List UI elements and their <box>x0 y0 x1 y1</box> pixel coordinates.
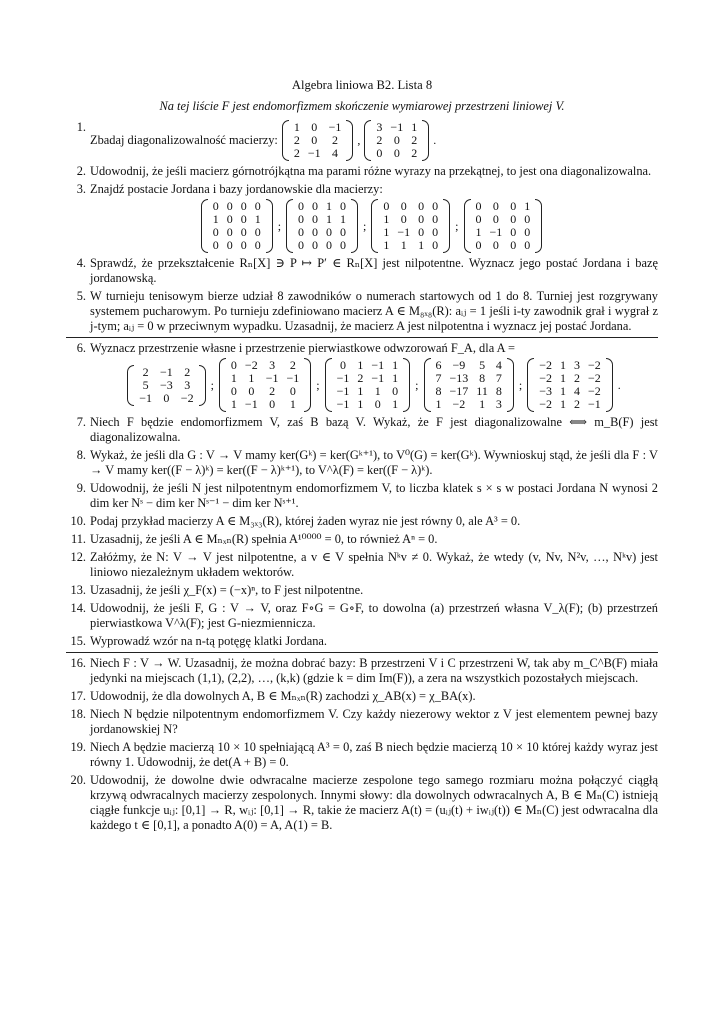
matrix-entry: 1 <box>524 199 531 213</box>
matrix-entry: 1 <box>248 371 255 385</box>
exercise-item <box>66 656 658 686</box>
right-bracket <box>346 120 353 161</box>
matrix-entry: −2 <box>539 371 552 385</box>
matrix-entry: 1 <box>357 384 364 398</box>
matrix-entry: −1 <box>371 371 385 385</box>
matrix-entry: 1 <box>212 212 219 226</box>
matrix-entry: 1 <box>340 212 347 226</box>
exercise-item <box>66 707 658 737</box>
matrix-entry: 1 <box>559 397 566 411</box>
matrix-entry: −2 <box>180 390 194 405</box>
matrix-entry: 0 <box>230 384 237 398</box>
exercise-item <box>66 583 658 598</box>
left-bracket <box>127 365 134 406</box>
exercise-text: Załóżmy, że N: V → V jest nilpotentne, a v ∈ V spełnia Nᵏv ≠ 0. Wykaż, że wtedy (v, Nv, N²v, …, Nᵏv) jest liniowo niezależnym układem wektorów. <box>90 550 658 579</box>
separator: ; <box>316 377 320 392</box>
exercise-number: 14. <box>70 601 86 615</box>
matrix-entry: 0 <box>298 238 305 252</box>
matrix-entry: 11 <box>476 384 488 398</box>
matrix-entry: 0 <box>432 199 439 213</box>
matrix-entry: 0 <box>298 199 305 213</box>
exercise-number: 15. <box>70 634 86 648</box>
matrix-entry: 0 <box>226 212 233 226</box>
matrix-entry: 0 <box>230 358 237 372</box>
matrix-entry: −1 <box>139 390 153 405</box>
right-bracket <box>606 358 613 412</box>
matrix <box>464 199 543 253</box>
matrix-entry: 0 <box>418 199 425 213</box>
separator: , <box>357 133 361 147</box>
matrix-entry: 0 <box>289 384 296 398</box>
separator: ; <box>518 377 523 392</box>
matrix <box>371 199 450 253</box>
matrix-entry: 0 <box>524 238 531 252</box>
matrix-entry: 8 <box>435 384 442 398</box>
matrix-entry: 2 <box>142 364 149 379</box>
matrix-entry: 4 <box>573 384 580 398</box>
exercise-text: Udowodnij, że dowolne dwie odwracalne macierze zespolone tego samego rozmiaru można połączyć ciągłą krzywą odwracalnych macierzy zespolonych. Innymi słowy: dla dowolnych odwracalnych A, B ∈ Mₙ(C) istnieją ciągłe funkcje uᵢⱼ: [0,1] → R, wᵢⱼ: [0,1] → R, takie że macierz A(t) = (uᵢⱼ(t) + iwᵢⱼ(t)) ∈ Mₙ(C) jest odwracalna dla każdego t ∈ [0,1], a ponadto A(0) = A, A(1) = B. <box>90 773 658 832</box>
matrix-entry: 6 <box>435 358 442 372</box>
matrix-entry: −1 <box>244 397 258 411</box>
matrix-entry: 0 <box>418 225 425 239</box>
exercise-number: 20. <box>70 773 86 787</box>
matrix-entry: 3 <box>184 377 191 392</box>
matrix-entry: 0 <box>374 397 381 411</box>
matrix-entry: −1 <box>390 120 404 134</box>
matrix-entry: 1 <box>357 358 364 372</box>
matrix-row <box>90 199 658 253</box>
matrix-entry: 2 <box>184 364 191 379</box>
matrix-entry: 0 <box>392 384 399 398</box>
matrix-entry: 2 <box>332 133 339 147</box>
right-bracket <box>507 358 514 412</box>
matrix-entry: 0 <box>312 225 319 239</box>
exercise-text: W turnieju tenisowym bierze udział 8 zawodników o numerach startowych od 1 do 8. Turniej jest rozgrywany systemem pucharowym. Po turnieju zdefiniowano macierz A ∈ M₈ₓ₈(R): aᵢⱼ = 1 jeśli i-ty zawodnik grał i wygrał z j-tym; aᵢⱼ = 0 w przeciwnym wypadku. Uzasadnij, że macierz A jest nilpotentna i wyznacz jej postać Jordana. <box>90 289 658 333</box>
exercise-text: Udowodnij, że jeśli macierz górnotrójkątna ma parami różne wyrazy na przekątnej, to jest ona diagonalizowalna. <box>90 164 652 178</box>
exercise-text: Uzasadnij, że jeśli A ∈ Mₙₓₙ(R) spełnia A¹⁰⁰⁰⁰ = 0, to również Aⁿ = 0. <box>90 532 438 546</box>
matrix-entry: 7 <box>495 371 502 385</box>
matrix-entry: 2 <box>293 146 300 160</box>
exercise-item <box>66 289 658 334</box>
matrix-entry: 0 <box>248 384 255 398</box>
matrix-entry: 0 <box>254 238 261 252</box>
matrix-entry: 1 <box>230 397 237 411</box>
exercise-text: Niech N będzie nilpotentnym endomorfizmem V. Czy każdy niezerowy wektor z V jest elementem pewnej bazy jordanowskiej N? <box>90 707 658 736</box>
matrix-entry: −1 <box>286 371 300 385</box>
matrix-entry: 0 <box>312 238 319 252</box>
matrix-entry: −17 <box>449 384 469 398</box>
exercise-text: Udowodnij, że dla dowolnych A, B ∈ Mₙₓₙ(R) zachodzi χ_AB(x) = χ_BA(x). <box>90 689 476 703</box>
exercise-number: 6. <box>76 341 86 355</box>
matrix-entry: 0 <box>163 390 170 405</box>
matrix-entry: 5 <box>142 377 149 392</box>
exercise-number: 4. <box>76 256 86 270</box>
matrix-entry: 0 <box>376 146 383 160</box>
matrix-entry: 3 <box>376 120 383 134</box>
exercise-item <box>66 341 658 412</box>
exercise-number: 11. <box>70 532 86 546</box>
matrix-entry: 0 <box>492 238 499 252</box>
matrix-entry: −2 <box>587 371 601 385</box>
matrix-entry: 1 <box>326 212 333 226</box>
matrix-entry: 0 <box>400 212 407 226</box>
matrix-entry: 1 <box>293 120 300 134</box>
exercise-number: 13. <box>70 583 86 597</box>
matrix-entry: 0 <box>240 199 247 213</box>
matrix-entry: 0 <box>254 225 261 239</box>
exercise-item <box>66 773 658 833</box>
exercise-text: Sprawdź, że przekształcenie Rₙ[X] ∋ P ↦ P′ ∈ Rₙ[X] jest nilpotentne. Wyznacz jego postać Jordana i bazę jordanowską. <box>90 256 658 285</box>
matrix-entry: 2 <box>411 146 418 160</box>
matrix-entry: −1 <box>160 364 173 379</box>
matrix-entry: 0 <box>432 212 439 226</box>
matrix-entry: 1 <box>357 397 364 411</box>
matrix-entry: 0 <box>212 238 219 252</box>
separator: ; <box>210 377 214 392</box>
matrix-entry: 3 <box>495 397 502 411</box>
separator: . <box>433 133 437 147</box>
matrix-entry: 1 <box>383 238 390 252</box>
matrix-entry: −1 <box>336 384 350 398</box>
matrix-entry: 0 <box>475 212 482 226</box>
matrix-entry: 1 <box>374 384 381 398</box>
exercise-item <box>66 740 658 770</box>
matrix-entry: 2 <box>357 371 364 385</box>
matrix-entry: −1 <box>336 397 350 411</box>
matrix-entry: 0 <box>340 225 347 239</box>
exercise-text: Udowodnij, że jeśli N jest nilpotentnym endomorfizmem V, to liczba klatek s × s w postaci Jordana N wynosi 2 dim ker Nˢ − dim ker Nˢ⁻¹ − dim ker Nˢ⁺¹. <box>90 481 658 510</box>
exercise-text: Niech A będzie macierzą 10 × 10 spełniającą A³ = 0, zaś B niech będzie macierzą 10 × 10 której każdy wyraz jest równy 1. Udowodnij, że det(A + B) = 0. <box>90 740 658 769</box>
separator: ; <box>277 218 282 233</box>
exercise-number: 7. <box>76 415 86 429</box>
matrix-entry: −1 <box>587 397 601 411</box>
exercise-number: 12. <box>70 550 86 564</box>
left-bracket <box>371 199 378 253</box>
exercise-number: 8. <box>76 448 86 462</box>
matrix-entry: −3 <box>539 384 552 398</box>
matrix-entry: 0 <box>340 238 347 252</box>
left-bracket <box>527 358 534 412</box>
matrix-entry: 8 <box>495 384 502 398</box>
matrix-entry: 2 <box>573 397 580 411</box>
right-bracket <box>266 199 273 253</box>
right-bracket <box>443 199 450 253</box>
section-divider <box>66 652 658 653</box>
matrix-entry: 0 <box>298 212 305 226</box>
exercise-item <box>66 634 658 649</box>
left-bracket <box>424 358 431 412</box>
matrix-entry: −13 <box>449 371 469 385</box>
exercise-text: Podaj przykład macierzy A ∈ M₃ₓ₃(R), której żaden wyraz nie jest równy 0, ale A³ = 0. <box>90 514 521 528</box>
matrix <box>219 358 311 412</box>
matrix <box>127 365 205 406</box>
matrix-entry: 0 <box>432 225 439 239</box>
matrix-entry: 0 <box>432 238 439 252</box>
matrix-entry: 7 <box>435 371 442 385</box>
exercise-number: 16. <box>70 656 86 670</box>
exercise-number: 9. <box>76 481 86 495</box>
matrix-entry: 0 <box>326 238 333 252</box>
exercise-item <box>66 448 658 478</box>
matrix-entry: 1 <box>435 397 442 411</box>
matrix-entry: 0 <box>383 199 390 213</box>
matrix-entry: 1 <box>418 238 425 252</box>
left-bracket <box>286 199 293 253</box>
matrix-entry: 1 <box>254 212 261 226</box>
exercise-list <box>66 120 658 833</box>
left-bracket <box>325 358 332 412</box>
exercise-item <box>66 164 658 179</box>
matrix-entry: 1 <box>230 371 237 385</box>
exercise-sheet <box>66 78 658 836</box>
exercise-text: Znajdź postacie Jordana i bazy jordanowskie dla macierzy: <box>90 182 383 196</box>
left-bracket <box>282 120 289 161</box>
matrix-entry: 2 <box>573 371 580 385</box>
matrix-entry: 2 <box>411 133 418 147</box>
section-divider <box>66 337 658 338</box>
matrix-entry: 4 <box>332 146 339 160</box>
matrix-entry: 0 <box>311 133 318 147</box>
matrix-entry: 0 <box>212 225 219 239</box>
matrix-entry: 3 <box>573 358 580 372</box>
exercise-item <box>66 415 658 445</box>
exercise-number: 1. <box>76 120 86 134</box>
exercise-item <box>66 550 658 580</box>
exercise-item <box>66 120 658 161</box>
matrix-entry: −2 <box>452 397 466 411</box>
matrix <box>527 358 613 412</box>
matrix-entry: 1 <box>475 225 482 239</box>
exercise-item <box>66 182 658 253</box>
exercise-number: 19. <box>70 740 86 754</box>
matrix-entry: 0 <box>400 199 407 213</box>
matrix-entry: 0 <box>226 238 233 252</box>
exercise-item <box>66 481 658 511</box>
matrix-entry: 0 <box>212 199 219 213</box>
matrix-entry: 1 <box>392 371 399 385</box>
matrix-entry: 0 <box>393 146 400 160</box>
exercise-text: Zbadaj diagonalizowalność macierzy: <box>90 133 278 147</box>
exercise-item <box>66 514 658 529</box>
matrix-entry: 0 <box>298 225 305 239</box>
exercise-text: Niech F : V → W. Uzasadnij, że można dobrać bazy: B przestrzeni V i C przestrzeni W, tak aby m_C^B(F) miała jedynki na miejscach (1,1), (2,2), …, (k,k) (gdzie k = dim Im(F)), a zera na wszystkich pozostałych miejscach. <box>90 656 658 685</box>
matrix <box>325 358 411 412</box>
matrix-entry: 0 <box>492 199 499 213</box>
matrix-entry: 0 <box>524 212 531 226</box>
matrix-entry: 0 <box>240 212 247 226</box>
left-bracket <box>219 358 226 412</box>
exercise-number: 10. <box>70 514 86 528</box>
exercise-item <box>66 532 658 547</box>
page-subtitle: Na tej liście F jest endomorfizmem skończenie wymiarowej przestrzeni liniowej V. <box>159 99 565 113</box>
exercise-text: Niech F będzie endomorfizmem V, zaś B bazą V. Wykaż, że F jest diagonalizowalne ⟺ m_B(F) jest diagonalizowalna. <box>90 415 658 444</box>
exercise-number: 18. <box>70 707 86 721</box>
matrix-entry: 0 <box>475 199 482 213</box>
matrix <box>201 199 273 253</box>
matrix-entry: 0 <box>312 212 319 226</box>
matrix-entry: 2 <box>376 133 383 147</box>
matrix-entry: 0 <box>326 225 333 239</box>
matrix-entry: −1 <box>265 371 279 385</box>
matrix-entry: 0 <box>240 238 247 252</box>
matrix-entry: 0 <box>312 199 319 213</box>
left-bracket <box>364 120 371 161</box>
matrix-entry: 0 <box>524 225 531 239</box>
exercise-number: 3. <box>76 182 86 196</box>
matrix-entry: 8 <box>479 371 486 385</box>
matrix-entry: 5 <box>479 358 486 372</box>
matrix-row <box>90 358 658 412</box>
separator: ; <box>455 218 459 233</box>
matrix-entry: 1 <box>559 384 566 398</box>
matrix-entry: 1 <box>559 371 566 385</box>
right-bracket <box>199 365 206 406</box>
exercise-text: Wyznacz przestrzenie własne i przestrzenie pierwiastkowe odwzorowań F_A, dla A = <box>90 341 515 355</box>
exercise-text: Udowodnij, że jeśli F, G : V → V, oraz F∘G = G∘F, to dowolna (a) przestrzeń własna V_λ(F); (b) przestrzeń pierwiastkowa V^λ(F); jest G-niezmiennicza. <box>90 601 658 630</box>
matrix-entry: −1 <box>328 120 342 134</box>
matrix-entry: 1 <box>559 358 566 372</box>
right-bracket <box>351 199 358 253</box>
matrix <box>282 120 354 161</box>
matrix-entry: 0 <box>510 212 517 226</box>
matrix-entry: 4 <box>495 358 502 372</box>
exercise-text: Uzasadnij, że jeśli χ_F(x) = (−x)ⁿ, to F jest nilpotentne. <box>90 583 364 597</box>
matrix-entry: −3 <box>160 377 173 392</box>
matrix-entry: 0 <box>510 238 517 252</box>
exercise-item <box>66 601 658 631</box>
right-bracket <box>403 358 410 412</box>
exercise-number: 2. <box>76 164 86 178</box>
matrix-entry: 0 <box>340 358 346 372</box>
matrix-entry: 1 <box>400 238 407 252</box>
matrix <box>424 358 514 412</box>
right-bracket <box>535 199 542 253</box>
matrix-entry: 0 <box>418 212 425 226</box>
matrix-entry: 2 <box>289 358 296 372</box>
separator: ; <box>363 218 367 233</box>
right-bracket <box>304 358 311 412</box>
matrix-entry: −2 <box>539 358 552 372</box>
matrix-entry: 1 <box>479 397 486 411</box>
exercise-number: 17. <box>70 689 86 703</box>
exercise-item <box>66 256 658 286</box>
exercise-number: 5. <box>76 289 86 303</box>
matrix-entry: 3 <box>269 358 276 372</box>
exercise-item <box>66 689 658 704</box>
exercise-text: Wyprowadź wzór na n-tą potęgę klatki Jordana. <box>90 634 327 648</box>
matrix-entry: −1 <box>307 146 321 160</box>
matrix-entry: −2 <box>587 358 601 372</box>
separator: . <box>617 377 621 392</box>
matrix-entry: −1 <box>336 371 350 385</box>
left-bracket <box>464 199 471 253</box>
matrix-entry: 0 <box>226 199 233 213</box>
matrix <box>286 199 358 253</box>
matrix-entry: 1 <box>411 120 418 134</box>
left-bracket <box>201 199 208 253</box>
matrix-entry: −1 <box>397 225 411 239</box>
exercise-text: Wykaż, że jeśli dla G : V → V mamy ker(Gᵏ) = ker(Gᵏ⁺¹), to V⁰(G) = ker(Gᵏ). Wywnioskuj stąd, że jeśli dla F : V → V mamy ker((F − λ)ᵏ) = ker((F − λ)ᵏ⁺¹), to V^λ(F) = ker((F − λ)ᵏ). <box>90 448 658 477</box>
matrix-entry: 0 <box>226 225 233 239</box>
matrix-entry: 1 <box>383 225 390 239</box>
right-bracket <box>422 120 429 161</box>
page-title: Algebra liniowa B2. Lista 8 <box>291 78 433 92</box>
matrix-entry: 0 <box>240 225 247 239</box>
matrix-entry: 1 <box>392 397 399 411</box>
matrix-entry: 1 <box>392 358 399 372</box>
matrix-entry: 0 <box>510 199 517 213</box>
separator: ; <box>415 377 419 392</box>
matrix-entry: −1 <box>489 225 503 239</box>
matrix-entry: 0 <box>254 199 261 213</box>
matrix-entry: 2 <box>293 133 300 147</box>
matrix-entry: 1 <box>289 397 296 411</box>
matrix-entry: −1 <box>371 358 385 372</box>
matrix-entry: −9 <box>452 358 466 372</box>
matrix-entry: 0 <box>492 212 499 226</box>
matrix-entry: 0 <box>475 238 482 252</box>
matrix-entry: −2 <box>244 358 258 372</box>
matrix-entry: 0 <box>393 133 400 147</box>
matrix-entry: 1 <box>326 199 333 213</box>
matrix-entry: −2 <box>539 397 552 411</box>
matrix-entry: 0 <box>269 397 276 411</box>
matrix-entry: 2 <box>269 384 276 398</box>
matrix-entry: −2 <box>587 384 601 398</box>
matrix-entry: 0 <box>340 199 347 213</box>
matrix-entry: 0 <box>510 225 517 239</box>
matrix-entry: 0 <box>311 120 318 134</box>
matrix <box>364 120 429 161</box>
matrix-entry: 1 <box>383 212 390 226</box>
